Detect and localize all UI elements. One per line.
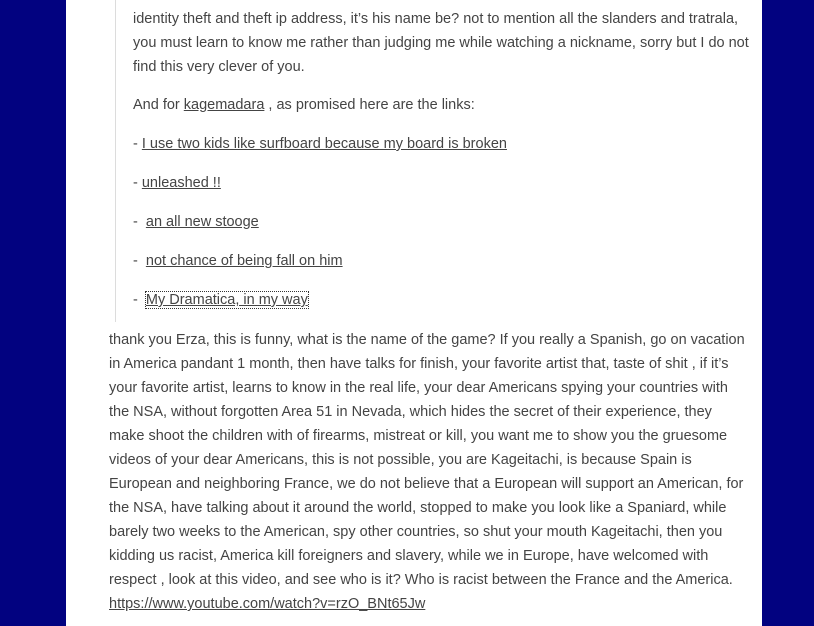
list-item	[133, 290, 753, 310]
surfboard-link[interactable]: I use two kids like surfboard because my board is broken	[141, 136, 507, 152]
list-item	[133, 134, 753, 154]
unleashed-link[interactable]: unleashed !!	[141, 175, 221, 191]
list-item	[133, 251, 753, 271]
list-item	[133, 173, 753, 193]
links-intro-prefix: And for	[133, 97, 184, 113]
blockquote	[115, 0, 756, 322]
list-item-dash: -	[133, 292, 146, 308]
list-item-dash: -	[133, 175, 142, 191]
links-intro-suffix: , as promised here are the links:	[264, 97, 475, 113]
links-intro	[133, 95, 753, 115]
stooge-link[interactable]: an all new stooge	[145, 214, 259, 230]
list-item-dash: -	[133, 253, 146, 269]
youtube-video-link[interactable]: https://www.youtube.com/watch?v=rzO_BNt65Jw	[109, 596, 426, 612]
list-item-dash: -	[133, 214, 146, 230]
post-panel	[66, 0, 762, 626]
user-link-kagemadara[interactable]: kagemadara	[183, 97, 265, 113]
reply-text: thank you Erza, this is funny, what is the name of the game? If you really a Spanish, go on vacation in America pandant 1 month, then have talks for finish, your favorite artist that, taste of shit , if it’s your favorite artist, learns to know in the real life, your dear Americans spying your countries with the NSA, without forgotten Area 51 in Nevada, which hides the secret of their experience, they make shoot the children with of firearms, mistreat or kill, you want me to show you the gruesome videos of your dear Americans, this is not possible, you are Kageitachi, is because Spain is European and neighboring France, we do not believe that a European will support an American, for the NSA, have talking about it around the world, stopped to make you look like a Spaniard, while barely two weeks to the American, spy other countries, so shut your mouth Kageitachi, then you kidding us racist, America kill foreigners and slavery, while we in Europe, have welcomed with respect , look at this video, and see who is it? Who is racist between the France and the America.	[109, 332, 745, 588]
quote-paragraph: identity theft and theft ip address, it’s his name be? not to mention all the slanders and tratrala, you must learn to know me rather than judging me while watching a nickname, sorry but I do not find this very clever of you.	[133, 11, 749, 75]
list-item-dash: -	[133, 136, 142, 152]
list-item	[133, 212, 753, 232]
dramatica-link[interactable]: My Dramatica, in my way	[145, 292, 308, 308]
reply-paragraph	[109, 328, 749, 616]
fall-on-him-link[interactable]: not chance of being fall on him	[145, 253, 343, 269]
